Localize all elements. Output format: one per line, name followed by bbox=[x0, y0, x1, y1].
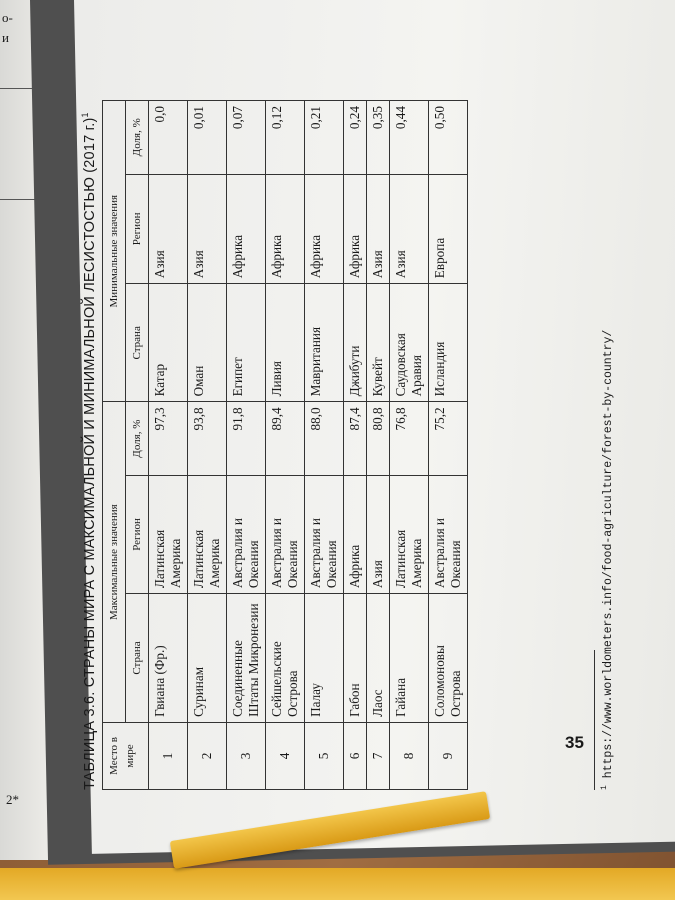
footnote bbox=[600, 330, 615, 790]
cell-min-country: Саудовская Аравия bbox=[390, 284, 429, 402]
table-row bbox=[305, 101, 344, 790]
table-row bbox=[344, 101, 367, 790]
cell-max-share: 89,4 bbox=[266, 402, 305, 475]
cell-max-region: Австралия и Океания bbox=[305, 475, 344, 593]
left-text-line-1: о- bbox=[2, 10, 13, 25]
cell-rank: 5 bbox=[305, 722, 344, 789]
cell-min-region: Африка bbox=[266, 174, 305, 284]
cell-rank: 2 bbox=[188, 722, 227, 789]
header-min-country: Страна bbox=[126, 284, 149, 402]
cell-min-region: Африка bbox=[227, 174, 266, 284]
cell-max-share: 91,8 bbox=[227, 402, 266, 475]
cell-max-share: 76,8 bbox=[390, 402, 429, 475]
cell-min-share: 0,07 bbox=[227, 101, 266, 175]
cell-max-region: Латинская Америка bbox=[149, 475, 188, 593]
cell-max-region: Латинская Америка bbox=[188, 475, 227, 593]
table-row bbox=[390, 101, 429, 790]
cell-max-country: Габон bbox=[344, 594, 367, 723]
cell-min-share: 0,24 bbox=[344, 101, 367, 175]
cell-max-share: 80,8 bbox=[367, 402, 390, 475]
table-row bbox=[227, 101, 266, 790]
header-min-region: Регион bbox=[126, 174, 149, 284]
cell-min-country: Кувейт bbox=[367, 284, 390, 402]
cell-min-country: Оман bbox=[188, 284, 227, 402]
cell-min-country: Ливия bbox=[266, 284, 305, 402]
cell-max-share: 97,3 bbox=[149, 402, 188, 475]
cell-max-country: Палау bbox=[305, 594, 344, 723]
table-row bbox=[429, 101, 468, 790]
cell-min-share: 0,01 bbox=[188, 101, 227, 175]
footnote-url: https://www.worldometers.info/food-agriculture/forest-by-country/ bbox=[601, 329, 615, 779]
table-row bbox=[149, 101, 188, 790]
cell-min-share: 0,21 bbox=[305, 101, 344, 175]
cell-max-country: Соединенные Штаты Микронезии bbox=[227, 594, 266, 723]
left-text-line-2: и bbox=[2, 30, 9, 45]
table-caption bbox=[80, 112, 98, 790]
cell-min-region: Азия bbox=[149, 174, 188, 284]
cell-max-country: Суринам bbox=[188, 594, 227, 723]
cell-rank: 7 bbox=[367, 722, 390, 789]
header-min-group: Минимальные значения bbox=[103, 101, 126, 402]
cell-min-share: 0,12 bbox=[266, 101, 305, 175]
table-row bbox=[188, 101, 227, 790]
footnote-rule bbox=[594, 650, 595, 790]
header-max-region: Регион bbox=[126, 475, 149, 593]
cell-max-country: Гвиана (Фр.) bbox=[149, 594, 188, 723]
cell-rank: 3 bbox=[227, 722, 266, 789]
cell-min-region: Азия bbox=[188, 174, 227, 284]
cell-min-region: Азия bbox=[367, 174, 390, 284]
rotated-page-content bbox=[80, 75, 650, 790]
cell-max-region: Латинская Америка bbox=[390, 475, 429, 593]
cell-rank: 9 bbox=[429, 722, 468, 789]
cell-max-share: 87,4 bbox=[344, 402, 367, 475]
cell-max-share: 88,0 bbox=[305, 402, 344, 475]
pencil-lower bbox=[0, 868, 675, 900]
cell-max-share: 75,2 bbox=[429, 402, 468, 475]
cell-min-region: Европа bbox=[429, 174, 468, 284]
caption-text: ТАБЛИЦА 3.6. СТРАНЫ МИРА С МАКСИМАЛЬНОЙ И МИНИМАЛЬНОЙ ЛЕСИСТОСТЬЮ (2017 г.) bbox=[81, 117, 98, 790]
cell-max-region: Австралия и Океания bbox=[227, 475, 266, 593]
cell-rank: 6 bbox=[344, 722, 367, 789]
cell-min-share: 0,50 bbox=[429, 101, 468, 175]
cell-rank: 4 bbox=[266, 722, 305, 789]
cell-max-share: 93,8 bbox=[188, 402, 227, 475]
cell-max-region: Австралия и Океания bbox=[266, 475, 305, 593]
cell-max-country: Сейшельские Острова bbox=[266, 594, 305, 723]
cell-min-country: Мавритания bbox=[305, 284, 344, 402]
cell-min-country: Катар bbox=[149, 284, 188, 402]
cell-max-region: Азия bbox=[367, 475, 390, 593]
cell-rank: 1 bbox=[149, 722, 188, 789]
cell-min-share: 0,35 bbox=[367, 101, 390, 175]
left-page-text bbox=[2, 8, 13, 48]
caption-footnote-ref: 1 bbox=[80, 112, 90, 118]
cell-min-region: Азия bbox=[390, 174, 429, 284]
table-row bbox=[266, 101, 305, 790]
forest-table bbox=[102, 100, 468, 790]
header-rank: Место в мире bbox=[103, 722, 149, 789]
cell-min-country: Исландия bbox=[429, 284, 468, 402]
header-max-share: Доля, % bbox=[126, 402, 149, 475]
header-min-share: Доля, % bbox=[126, 101, 149, 175]
cell-min-country: Джибути bbox=[344, 284, 367, 402]
cell-max-country: Соломоновы Острова bbox=[429, 594, 468, 723]
cell-max-region: Африка bbox=[344, 475, 367, 593]
table-row bbox=[367, 101, 390, 790]
left-page-mark: 2* bbox=[6, 792, 19, 807]
cell-min-share: 0,0 bbox=[149, 101, 188, 175]
cell-min-share: 0,44 bbox=[390, 101, 429, 175]
cell-min-country: Египет bbox=[227, 284, 266, 402]
cell-min-region: Африка bbox=[344, 174, 367, 284]
footnote-marker: 1 bbox=[600, 785, 609, 790]
cell-max-country: Лаос bbox=[367, 594, 390, 723]
page-number: 35 bbox=[565, 733, 584, 752]
header-max-group: Максимальные значения bbox=[103, 402, 126, 723]
cell-max-country: Гайана bbox=[390, 594, 429, 723]
header-max-country: Страна bbox=[126, 594, 149, 723]
cell-rank: 8 bbox=[390, 722, 429, 789]
cell-min-region: Африка bbox=[305, 174, 344, 284]
cell-max-region: Австралия и Океания bbox=[429, 475, 468, 593]
